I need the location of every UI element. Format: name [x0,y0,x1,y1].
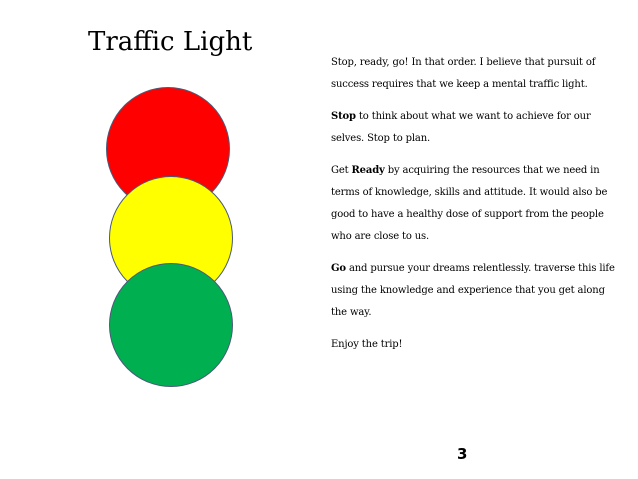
paragraph-intro: Stop, ready, go! In that order. I believe that pursuit of success requires that we keep a mental traffic light. [331,57,596,90]
ready-keyword: Ready [351,165,385,176]
stop-keyword: Stop [331,111,356,122]
paragraph-ready [331,160,616,248]
paragraph-go [331,258,616,324]
ready-text: by acquiring the resources that we need in terms of knowledge, skills and attitude. It would also be good to have a healthy dose of support from the people who are close to us. [331,165,608,242]
traffic-light-illustration [100,82,245,382]
go-keyword: Go [331,263,346,274]
go-text: and pursue your dreams relentlessly. traverse this life using the knowledge and experience that you get along the way. [331,263,615,318]
green-light [109,263,233,387]
paragraph-closing: Enjoy the trip! [331,339,403,350]
paragraph-stop [331,106,616,150]
page-title: Traffic Light [88,27,253,57]
stop-text: to think about what we want to achieve for our selves. Stop to plan. [331,111,591,144]
ready-prefix: Get [331,165,352,176]
page-number: 3 [457,445,468,463]
body-text [331,52,616,366]
